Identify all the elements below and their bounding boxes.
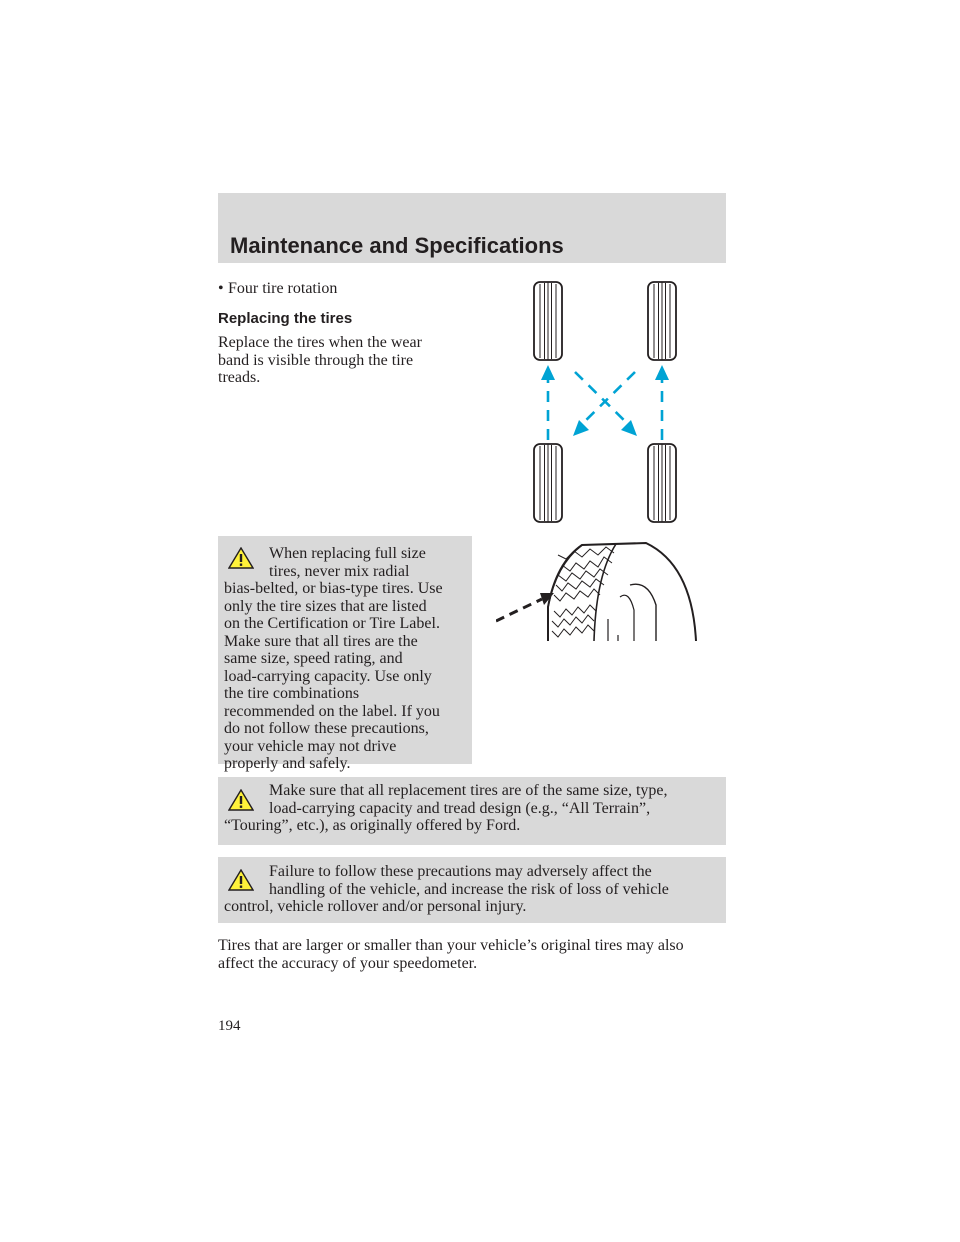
text-line: do not follow these precautions,	[224, 720, 429, 737]
text-line: tires, never mix radial	[269, 562, 410, 580]
warning-box-1	[218, 536, 472, 772]
front-left-tire	[534, 282, 562, 360]
front-right-tire	[648, 282, 676, 360]
body-paragraph	[218, 937, 738, 972]
text-line: control, vehicle rollover and/or personal injury.	[224, 898, 527, 915]
text-line: only the tire sizes that are listed	[224, 597, 427, 615]
warning-2-lead	[269, 782, 668, 817]
page-number: 194	[218, 1018, 241, 1034]
bullet-item	[218, 280, 337, 298]
text-line: load-carrying capacity. Use only	[224, 667, 432, 685]
cross-arrow-head-1	[621, 420, 637, 436]
right-arrow-head	[655, 365, 669, 380]
text-line: Make sure that all tires are the	[224, 632, 418, 650]
warning-triangle-icon	[228, 869, 254, 891]
subheading: Replacing the tires	[218, 310, 353, 327]
text-line: Tires that are larger or smaller than your vehicle’s original tires may also	[218, 937, 684, 954]
text-line: “Touring”, etc.), as originally offered by Ford.	[224, 817, 521, 834]
text-line: treads.	[218, 369, 261, 386]
bullet-symbol: •	[218, 280, 224, 297]
warning-1-text	[224, 580, 443, 773]
text-line: load-carrying capacity and tread design (e.g., “All Terrain”,	[269, 799, 651, 817]
text-line: Failure to follow these precautions may adversely affect the	[269, 863, 652, 880]
text-line: same size, speed rating, and	[224, 650, 403, 667]
text-line: Make sure that all replacement tires are of the same size, type,	[269, 782, 668, 799]
warning-2-text	[224, 817, 520, 835]
warning-box-3	[218, 857, 726, 923]
replace-paragraph	[218, 334, 468, 387]
text-line: When replacing full size	[269, 545, 426, 562]
text-line: your vehicle may not drive	[224, 737, 397, 755]
text-line: properly and safely.	[224, 755, 351, 772]
text-line: affect the accuracy of your speedometer.	[218, 954, 478, 972]
tire-wear-band-diagram	[496, 535, 702, 645]
warning-box-2	[218, 777, 726, 845]
cross-arrow-line-2	[580, 372, 635, 426]
text-line: handling of the vehicle, and increase the risk of loss of vehicle	[269, 880, 669, 898]
warning-1-lead	[269, 545, 426, 580]
text-line: bias-belted, or bias-type tires. Use	[224, 580, 443, 597]
section-title: Maintenance and Specifications	[230, 233, 564, 258]
text-line: Replace the tires when the wear	[218, 334, 422, 351]
text-line: recommended on the label. If you	[224, 702, 440, 720]
bullet-text: Four tire rotation	[228, 280, 338, 297]
warning-3-lead	[269, 863, 669, 898]
text-line: band is visible through the tire	[218, 351, 414, 369]
warning-triangle-icon	[228, 789, 254, 811]
warning-3-text	[224, 898, 526, 916]
rear-right-tire	[648, 444, 676, 522]
rear-left-tire	[534, 444, 562, 522]
cross-arrow-line-1	[575, 372, 630, 426]
cross-arrow-head-2	[573, 420, 589, 436]
text-line: on the Certification or Tire Label.	[224, 615, 440, 632]
section-header	[218, 193, 726, 263]
warning-triangle-icon	[228, 547, 254, 569]
left-arrow-head	[541, 365, 555, 380]
tire-rotation-diagram	[520, 280, 690, 526]
text-line: the tire combinations	[224, 685, 360, 702]
